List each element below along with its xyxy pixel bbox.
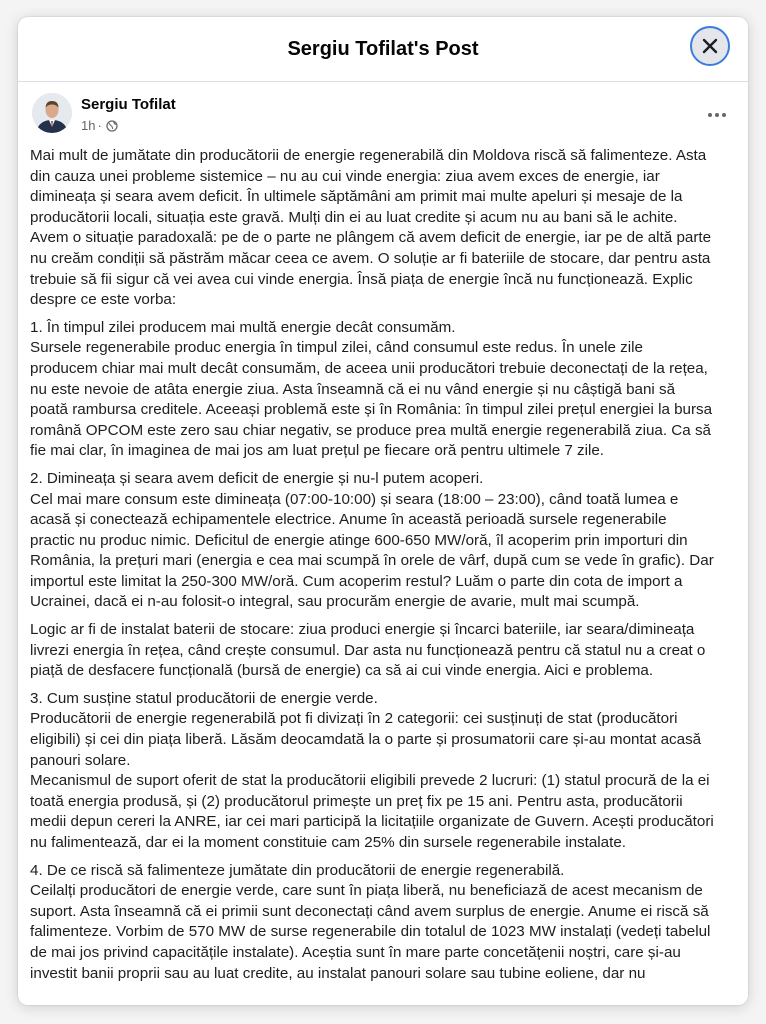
post-text-line: nu este nevoie de atâta energie ziua. Asta înseamnă că ei nu vând energie și nu câștigă bani să bbox=[30, 380, 676, 398]
post-text-line: nu creăm condiții să păstrăm măcar ceea ce avem. O soluție ar fi bateriile de stocare, dar pentru asta bbox=[30, 249, 711, 267]
post-text-line: România, la prețuri mari (energia e cea mai scumpă în orele de vârf, după cum se vede în grafic). Dar bbox=[30, 552, 714, 570]
post-text-line: Avem o situație paradoxală: pe de o parte ne plângem că avem deficit de energie, iar pe de altă parte bbox=[30, 229, 712, 247]
author-photo bbox=[32, 93, 72, 133]
post-paragraph bbox=[30, 146, 740, 311]
post-text-line: trebuie să fii sigur că vei avea cui vinde energia. Însă piața de energie încă nu funcționează. Explic bbox=[30, 270, 693, 288]
post-text-line: practic nu produc nimic. Deficitul de energie atinge 600-650 MW/oră, îl acoperim prin importuri din bbox=[30, 531, 688, 549]
modal-title: Sergiu Tofilat's Post bbox=[287, 38, 479, 60]
post-text-line: acasă și conectează echipamentele electrice. Anume în această perioadă sursele regenerabile bbox=[30, 511, 667, 529]
post-text-line: Ucrainei, dacă ei n-au folosit-o integral, sau procurăm energie de avarie, mult mai scumpă. bbox=[30, 593, 640, 611]
post-text-line: eligibili) și cei din piața liberă. Lăsăm deocamdată la o parte și prosumatorii care și-au montat acasă bbox=[30, 731, 702, 749]
meta-separator: · bbox=[97, 118, 102, 133]
post-text-line: 4. De ce riscă să falimenteze jumătate din producătorii de energie regenerabilă. bbox=[30, 861, 565, 879]
post-text-line: 3. Cum susține statul producătorii de energie verde. bbox=[30, 689, 378, 707]
post-text bbox=[30, 146, 740, 991]
post-text-line: piață de desfacere funcțională (bursă de energie) ca să ai cui vinde energia. Aici e problema. bbox=[30, 662, 654, 680]
post-header bbox=[18, 93, 748, 143]
post-modal bbox=[18, 17, 748, 1005]
post-text-line: medii depun cereri la ANRE, iar cei mari participă la licitațiile organizate de Guvern. Acești producători bbox=[30, 813, 714, 831]
post-text-line: producem chiar mai mult decât consumăm, de aceea unii producători trebuie deconectați de la rețea, bbox=[30, 359, 708, 377]
post-text-line: falimenteze. Vorbim de 570 MW de surse regenerabile din totalul de 1023 MW instalați (vedeți tabelul bbox=[30, 923, 711, 941]
post-text-line: poată rambursa creditele. Aceeași problemă este și în România: în timpul zilei prețul energiei la bursa bbox=[30, 401, 713, 419]
close-icon bbox=[702, 38, 718, 54]
globe-icon bbox=[106, 120, 118, 132]
post-text-line: despre ce este vorba: bbox=[30, 291, 177, 309]
post-text-line: importul este limitat la 250-300 MW/oră. Cum acoperim restul? Luăm o parte din cota de import a bbox=[30, 572, 683, 590]
post-text-line: producătorii locali, situația este gravă. Mulți din ei au luat credite și acum nu au bani să le achite. bbox=[30, 208, 678, 226]
post-text-line: Producătorii de energie regenerabilă pot fi divizați în 2 categorii: cei susținuți de stat (producători bbox=[30, 710, 678, 728]
post-text-line: panouri solare. bbox=[30, 751, 131, 769]
post-text-line: nu falimentează, dar ei la moment constituie cam 25% din sursele regenerabile instalate. bbox=[30, 834, 627, 851]
post-meta bbox=[81, 118, 118, 134]
post-text-line: Sursele regenerabile produc energia în timpul zilei, când consumul este redus. În unele zile bbox=[30, 339, 643, 357]
post-paragraph bbox=[30, 469, 740, 613]
post-text-line: română OPCOM este zero sau chiar negativ, se produce prea multă energie regenerabilă ziua. Ca să bbox=[30, 421, 711, 439]
post-paragraph bbox=[30, 318, 740, 462]
post-text-line: livrezi energia în rețea, când crește consumul. Dar asta nu funcționează pentru că statul nu a creat o bbox=[30, 641, 706, 659]
modal-header bbox=[18, 17, 748, 82]
post-text-line: dimineața și seara avem deficit. În ultimele săptămâni am primit mai multe apeluri și mesaje de la bbox=[30, 188, 683, 206]
post-text-line: 2. Dimineața și seara avem deficit de energie și nu-l putem acoperi. bbox=[30, 469, 484, 487]
close-button[interactable] bbox=[690, 26, 730, 66]
post-text-line: Cel mai mare consum este dimineața (07:00-10:00) și seara (18:00 – 23:00), când toată lumea e bbox=[30, 490, 679, 508]
avatar[interactable] bbox=[32, 93, 72, 133]
post-time[interactable]: 1h bbox=[81, 118, 96, 133]
post-text-line: Mai mult de jumătate din producătorii de energie regenerabilă din Moldova riscă să falimenteze. Asta bbox=[30, 147, 707, 164]
post-text-line: suport. Asta înseamnă că ei primii sunt deconectați când avem surplus de energie. Anume ei riscă să bbox=[30, 902, 709, 920]
author-name[interactable]: Sergiu Tofilat bbox=[81, 96, 176, 113]
post-text-line: Logic ar fi de instalat baterii de stocare: ziua produci energie și încarci bateriile, iar seara/dimineața bbox=[30, 621, 695, 639]
more-options-button[interactable] bbox=[702, 105, 732, 125]
more-options-icon bbox=[707, 112, 727, 118]
post-text-line: fie mai clar, în imaginea de mai jos am luat prețul pe fiecare oră pentru ultimele 7 zile. bbox=[30, 442, 605, 460]
post-text-line: investit banii proprii sau au luat credite, au instalat panouri solare sau tubine eoliene, dar nu bbox=[30, 964, 646, 982]
modal-bottom-edge bbox=[18, 989, 748, 1005]
post-text-line: de mai jos privind capacitățile instalate). Aceștia sunt în mare parte concetățenii noștri, care și-au bbox=[30, 943, 681, 961]
post-text-line: 1. În timpul zilei producem mai multă energie decât consumăm. bbox=[30, 318, 456, 336]
post-text-line: Mecanismul de suport oferit de stat la producătorii eligibili prevede 2 lucruri: (1) statul procură de la ei bbox=[30, 772, 710, 790]
post-paragraph bbox=[30, 861, 740, 985]
post-paragraph bbox=[30, 620, 740, 682]
post-paragraph bbox=[30, 689, 740, 854]
post-text-line: Ceilalți producători de energie verde, care sunt în piața liberă, nu beneficiază de acest mecanism de bbox=[30, 882, 703, 900]
post-text-line: toată energia produsă, și (2) producătorul primește un preț fix pe 15 ani. Pentru asta, producătorii bbox=[30, 792, 683, 810]
post-text-line: din cauza unei probleme sistemice – nu au cui vinde energia: ziua avem exces de energie, iar bbox=[30, 167, 660, 185]
